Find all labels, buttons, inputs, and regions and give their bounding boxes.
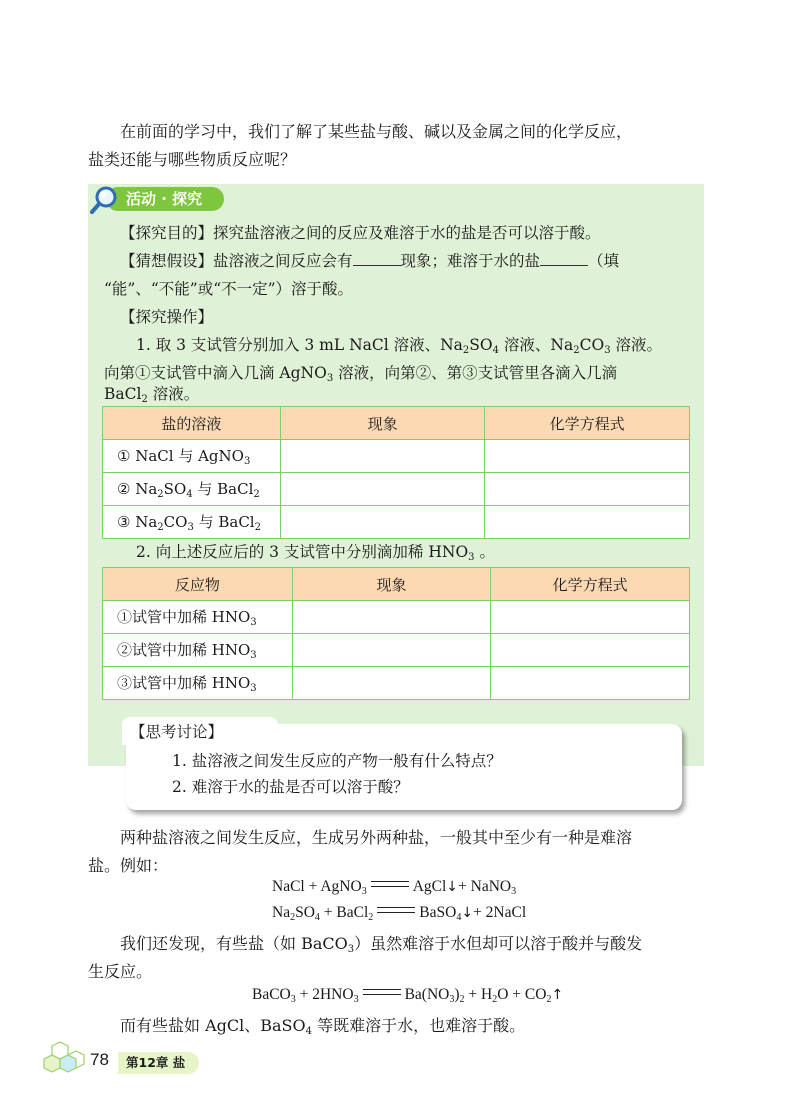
hypothesis-line bbox=[120, 247, 619, 275]
page-number: 78 bbox=[90, 1050, 109, 1069]
equation-3: BaCO$_3$ + $2HNO_3$ $Ba(NO_3)_2 + H_2O$ + $CO_2↑$ bbox=[252, 986, 564, 1005]
magnifier-icon bbox=[90, 185, 124, 215]
equals-sign bbox=[371, 881, 409, 887]
equation-1: NaCl + AgNO$_3$ AgCl↓+ NaNO$_3$ bbox=[272, 878, 517, 897]
table-row bbox=[103, 473, 690, 506]
blank-phenomenon[interactable] bbox=[353, 248, 401, 266]
table-cell-phenomenon[interactable] bbox=[280, 506, 485, 539]
table-cell-salt: ① NaCl 与 AgNO$_3$ bbox=[103, 440, 281, 473]
table-row bbox=[103, 440, 690, 473]
chapter-label: 第12章 盐 bbox=[118, 1052, 199, 1074]
body-p1-line2: 盐。例如： bbox=[88, 856, 169, 875]
table-cell-reactant: ②试管中加稀 $HNO_3$ bbox=[103, 634, 293, 667]
table-cell-salt: ② $Na_2SO_4$ 与 BaCl$_2$ bbox=[103, 473, 281, 506]
table-header-row bbox=[103, 568, 690, 601]
body-p1-line1: 两种盐溶液之间发生反应，生成另外两种盐，一般其中至少有一种是难溶 bbox=[120, 828, 633, 847]
table-row bbox=[103, 634, 690, 667]
think-title: 【思考讨论】 bbox=[130, 723, 224, 741]
think-q1: 1. 盐溶液之间发生反应的产物一般有什么特点？ bbox=[172, 752, 502, 770]
table-cell-salt: ③ $Na_2CO_3$ 与 BaCl$_2$ bbox=[103, 506, 281, 539]
intro-line-2: 盐类还能与哪些物质反应呢？ bbox=[88, 150, 297, 169]
table-row bbox=[103, 601, 690, 634]
acid-reaction-table bbox=[102, 567, 690, 700]
purpose-line bbox=[120, 219, 601, 247]
table-cell-phenomenon[interactable] bbox=[292, 601, 491, 634]
table-row bbox=[103, 667, 690, 700]
table-cell-reactant: ①试管中加稀 $HNO_3$ bbox=[103, 601, 293, 634]
equation-2: $Na_2SO_4$ + BaCl$_2$ BaSO$_4$↓+ 2NaCl bbox=[272, 904, 527, 923]
step2-line: 2. 向上述反应后的 3 支试管中分别滴加稀 $HNO_3$ 。 bbox=[136, 543, 495, 563]
table-cell-equation[interactable] bbox=[491, 601, 690, 634]
table-cell-equation[interactable] bbox=[485, 506, 690, 539]
step1-line-2: 向第①支试管中滴入几滴 AgNO$_3$ 溶液，向第②、第③支试管里各滴入几滴 bbox=[104, 364, 618, 384]
table-cell-phenomenon[interactable] bbox=[280, 440, 485, 473]
body-p2-line1: 我们还发现，有些盐（如 BaCO$_3$）虽然难溶于水但却可以溶于酸并与酸发 bbox=[120, 934, 643, 955]
table-cell-equation[interactable] bbox=[485, 473, 690, 506]
hypothesis-line-2: “能”、“不能”或“不一定”）溶于酸。 bbox=[104, 280, 354, 298]
equals-sign bbox=[363, 989, 401, 995]
table-cell-phenomenon[interactable] bbox=[292, 634, 491, 667]
table-cell-equation[interactable] bbox=[491, 667, 690, 700]
equals-sign bbox=[377, 907, 415, 913]
think-tab bbox=[122, 717, 278, 745]
purpose-tag: 【探究目的】 bbox=[120, 224, 214, 242]
think-q2: 2. 难溶于水的盐是否可以溶于酸？ bbox=[172, 778, 409, 796]
hypothesis-tag: 【猜想假设】 bbox=[120, 252, 214, 270]
salt-reaction-table bbox=[102, 406, 690, 539]
table-header-row bbox=[103, 407, 690, 440]
table-header: 化学方程式 bbox=[491, 568, 690, 601]
table-header: 现象 bbox=[280, 407, 485, 440]
body-p3: 而有些盐如 AgCl、BaSO$_4$ 等既难溶于水，也难溶于酸。 bbox=[120, 1016, 526, 1037]
hypothesis-b: 现象；难溶于水的盐 bbox=[400, 252, 541, 270]
activity-title: 活动 · 探究 bbox=[106, 187, 224, 211]
table-cell-reactant: ③试管中加稀 $HNO_3$ bbox=[103, 667, 293, 700]
hypothesis-c: （填 bbox=[588, 252, 620, 270]
blank-soluble[interactable] bbox=[540, 248, 588, 266]
table-row bbox=[103, 506, 690, 539]
table-cell-equation[interactable] bbox=[485, 440, 690, 473]
table-cell-equation[interactable] bbox=[491, 634, 690, 667]
activity-badge bbox=[90, 185, 230, 213]
table-cell-phenomenon[interactable] bbox=[292, 667, 491, 700]
hypothesis-a: 盐溶液之间反应会有 bbox=[213, 252, 353, 270]
step1-line-1: 1. 取 3 支试管分别加入 3 mL NaCl 溶液、$Na_2SO_4$ 溶液、$Na_2CO_3$ 溶液。 bbox=[136, 336, 662, 356]
step1-line-3: BaCl$_2$ 溶液。 bbox=[104, 385, 200, 405]
table-header: 现象 bbox=[292, 568, 491, 601]
table-cell-phenomenon[interactable] bbox=[280, 473, 485, 506]
table-header: 化学方程式 bbox=[485, 407, 690, 440]
intro-line-1: 在前面的学习中，我们了解了某些盐与酸、碱以及金属之间的化学反应， bbox=[120, 122, 633, 141]
table-header: 反应物 bbox=[103, 568, 293, 601]
purpose-text: 探究盐溶液之间的反应及难溶于水的盐是否可以溶于酸。 bbox=[213, 224, 601, 242]
operation-tag: 【探究操作】 bbox=[120, 308, 214, 326]
table-header: 盐的溶液 bbox=[103, 407, 281, 440]
body-p2-line2: 生反应。 bbox=[88, 962, 153, 981]
